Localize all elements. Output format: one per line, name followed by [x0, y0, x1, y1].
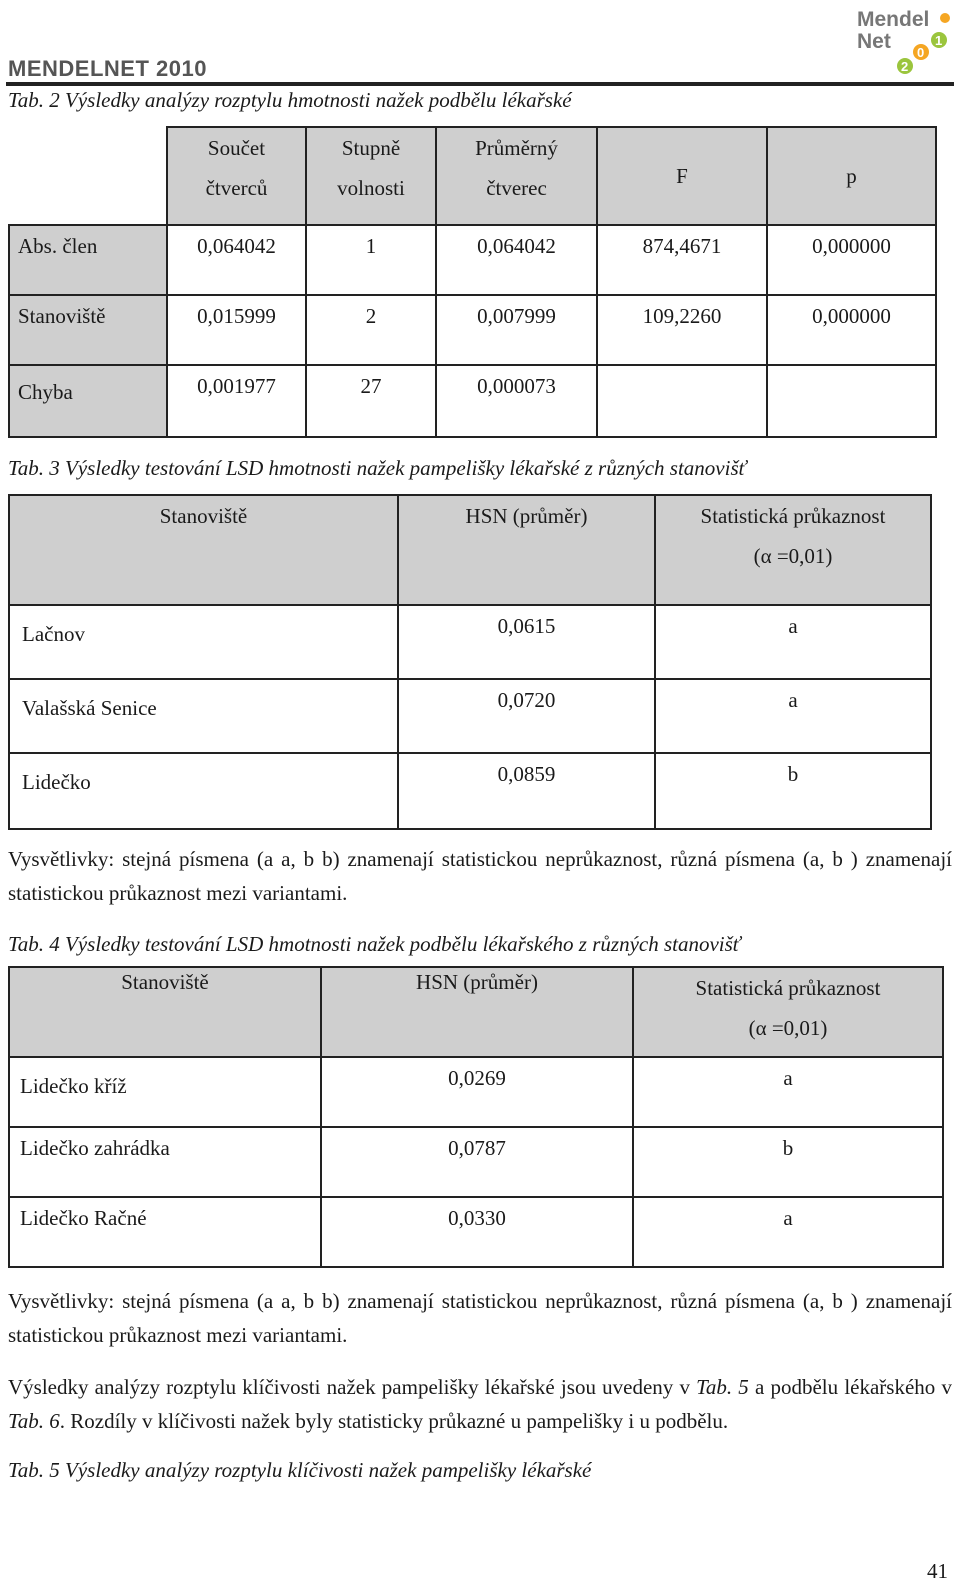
- significance-cell: b: [655, 753, 931, 829]
- table2-header-row: [9, 127, 936, 225]
- conference-name: MENDELNET 2010: [8, 56, 207, 81]
- table4-header-cell: Stanoviště: [9, 967, 321, 1057]
- table-cell: 0,000073: [436, 365, 597, 437]
- svg-text:2: 2: [901, 59, 909, 74]
- body-paragraph: Výsledky analýzy rozptylu klíčivosti nažek pampelišky lékařské jsou uvedeny v Tab. 5 a podbělu lékařského v Tab. 6. Rozdíly v klíčivosti nažek byly statisticky průkazné u pampelišky i u podbělu.: [8, 1375, 952, 1433]
- site-cell: Valašská Senice: [9, 679, 398, 753]
- table-cell: 0,064042: [436, 225, 597, 295]
- table5-caption: Tab. 5 Výsledky analýzy rozptylu klíčivosti nažek pampelišky lékařské: [8, 1458, 592, 1482]
- table2-header-cell: Součet čtverců: [167, 127, 306, 225]
- hsn-cell: 0,0269: [321, 1057, 633, 1127]
- table-cell: 0,064042: [167, 225, 306, 295]
- table4-header-cell: HSN (průměr): [321, 967, 633, 1057]
- table-row: [9, 365, 936, 437]
- table-cell: 27: [306, 365, 436, 437]
- table2-header-cell: p: [767, 127, 936, 225]
- page-number: 41: [927, 1559, 948, 1583]
- table2-header-cell: Stupně volnosti: [306, 127, 436, 225]
- table2-header-cell: Průměrný čtverec: [436, 127, 597, 225]
- table-cell: 2: [306, 295, 436, 365]
- mendelnet-logo: [855, 4, 955, 80]
- significance-cell: b: [633, 1127, 943, 1197]
- table-cell: 1: [306, 225, 436, 295]
- table6-reference[interactable]: Tab. 6: [8, 1409, 60, 1433]
- table-cell: 0,000000: [767, 295, 936, 365]
- table2-corner: [9, 127, 167, 225]
- site-cell: Lidečko zahrádka: [9, 1127, 321, 1197]
- site-cell: Lidečko: [9, 753, 398, 829]
- site-cell: Lačnov: [9, 605, 398, 679]
- table-cell: 0,001977: [167, 365, 306, 437]
- table2: [8, 126, 937, 438]
- svg-text:1: 1: [935, 33, 943, 48]
- row-label: Chyba: [9, 365, 167, 437]
- table-cell: 0,000000: [767, 225, 936, 295]
- table-row: [9, 753, 931, 829]
- table-cell: 0,007999: [436, 295, 597, 365]
- table4-caption: Tab. 4 Výsledky testování LSD hmotnosti nažek podbělu lékařského z různých stanovišť: [8, 932, 741, 956]
- table-row: [9, 1127, 943, 1197]
- table4-header-cell: Statistická průkaznost (α =0,01): [633, 967, 943, 1057]
- table3-header-cell: Statistická průkaznost (α =0,01): [655, 495, 931, 605]
- table3: [8, 494, 932, 830]
- svg-text:Mendel: Mendel: [857, 8, 930, 31]
- note-2: Vysvětlivky: stejná písmena (a a, b b) znamenají statistickou neprůkaznost, různá písmena (a, b ) znamenají statistickou průkaznost mezi variantami.: [8, 1289, 952, 1347]
- table-row: [9, 1057, 943, 1127]
- hsn-cell: 0,0720: [398, 679, 655, 753]
- table-row: [9, 295, 936, 365]
- table-row: [9, 679, 931, 753]
- significance-cell: a: [633, 1197, 943, 1267]
- table-row: [9, 605, 931, 679]
- significance-cell: a: [655, 605, 931, 679]
- svg-text:0: 0: [917, 45, 925, 60]
- table2-header-cell: F: [597, 127, 767, 225]
- table3-caption: Tab. 3 Výsledky testování LSD hmotnosti nažek pampelišky lékařské z různých stanovišť: [8, 456, 747, 480]
- hsn-cell: 0,0859: [398, 753, 655, 829]
- significance-cell: a: [633, 1057, 943, 1127]
- row-label: Abs. člen: [9, 225, 167, 295]
- hsn-cell: 0,0787: [321, 1127, 633, 1197]
- table5-reference[interactable]: Tab. 5: [696, 1375, 749, 1399]
- table-cell: 874,4671: [597, 225, 767, 295]
- table-row: [9, 1197, 943, 1267]
- table2-caption: Tab. 2 Výsledky analýzy rozptylu hmotnosti nažek podbělu lékařské: [8, 88, 572, 112]
- hsn-cell: 0,0330: [321, 1197, 633, 1267]
- table-cell: [767, 365, 936, 437]
- site-cell: Lidečko Račné: [9, 1197, 321, 1267]
- site-cell: Lidečko kříž: [9, 1057, 321, 1127]
- table-row: [9, 225, 936, 295]
- row-label: Stanoviště: [9, 295, 167, 365]
- table-cell: 109,2260: [597, 295, 767, 365]
- table4: [8, 966, 944, 1268]
- note-1: Vysvětlivky: stejná písmena (a a, b b) znamenají statistickou neprůkaznost, různá písmena (a, b ) znamenají statistickou průkaznost mezi variantami.: [8, 847, 952, 905]
- table-cell: 0,015999: [167, 295, 306, 365]
- table3-header-row: [9, 495, 931, 605]
- table-cell: [597, 365, 767, 437]
- hsn-cell: 0,0615: [398, 605, 655, 679]
- svg-text:Net: Net: [857, 30, 891, 53]
- significance-cell: a: [655, 679, 931, 753]
- table4-header-row: [9, 967, 943, 1057]
- table3-header-cell: Stanoviště: [9, 495, 398, 605]
- header-rule: [6, 82, 954, 86]
- table3-header-cell: HSN (průměr): [398, 495, 655, 605]
